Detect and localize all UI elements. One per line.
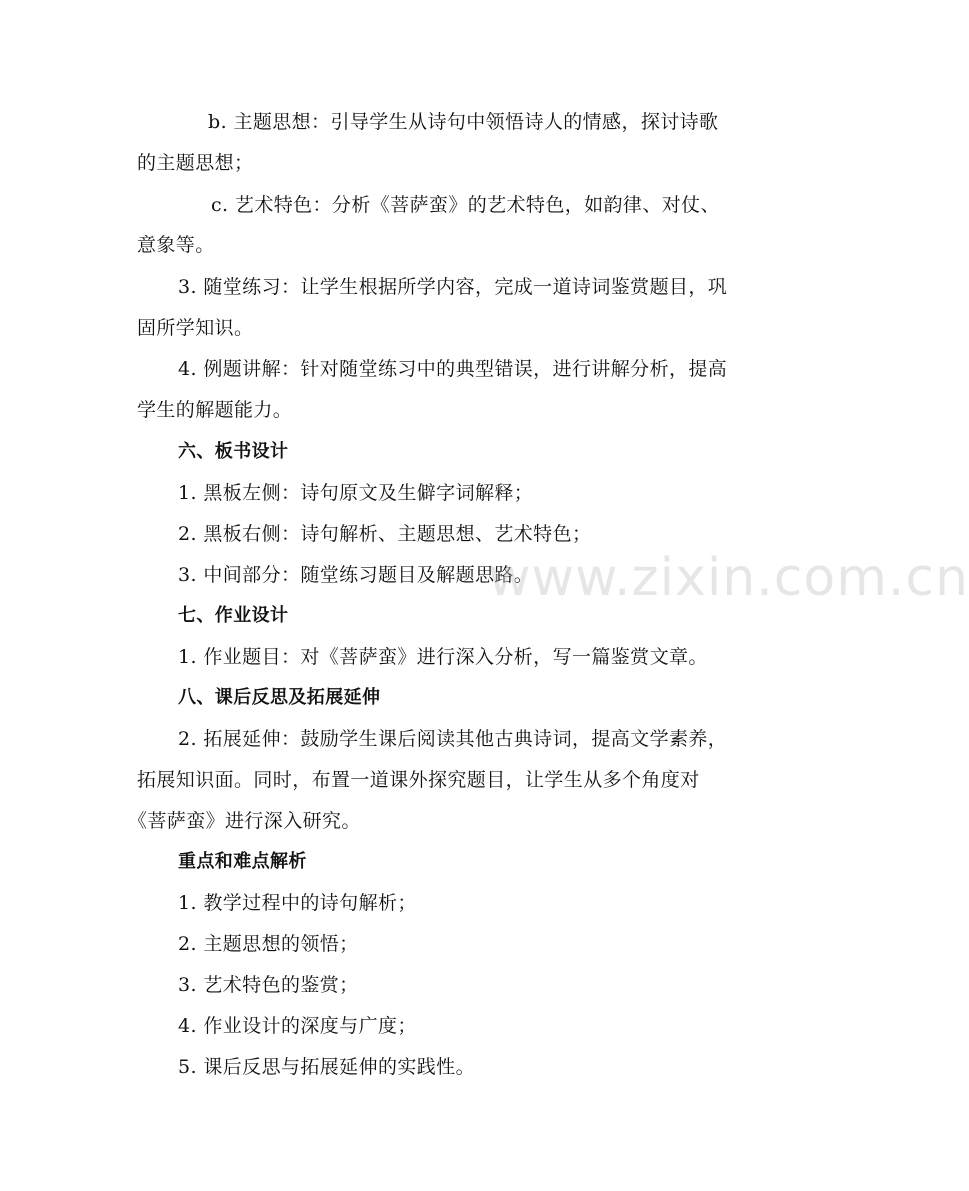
text-line: 1. 教学过程中的诗句解析； [178, 892, 417, 914]
section-heading: 重点和难点解析 [178, 851, 307, 872]
text-line: 的主题思想； [137, 152, 254, 174]
text-line: 3. 艺术特色的鉴赏； [178, 974, 359, 996]
text-line: 2. 黑板右侧：诗句解析、主题思想、艺术特色； [178, 523, 592, 545]
text-line: 3. 随堂练习：让学生根据所学内容，完成一道诗词鉴赏题目，巩 [178, 276, 728, 298]
section-heading: 七、作业设计 [178, 605, 289, 626]
text-line: 1. 黑板左侧：诗句原文及生僻字词解释； [178, 482, 534, 504]
text-line: 3. 中间部分：随堂练习题目及解题思路。 [178, 564, 534, 586]
text-line: 4. 例题讲解：针对随堂练习中的典型错误，进行讲解分析，提高 [178, 358, 728, 380]
section-heading: 六、板书设计 [178, 441, 289, 462]
watermark: www.zixin.com.cn [488, 548, 969, 608]
text-line: c. 艺术特色：分析《菩萨蛮》的艺术特色，如韵律、对仗、 [211, 194, 720, 216]
text-line: 4. 作业设计的深度与广度； [178, 1015, 417, 1037]
text-line: 学生的解题能力。 [137, 399, 293, 421]
text-line: b. 主题思想：引导学生从诗句中领悟诗人的情感，探讨诗歌 [208, 111, 719, 133]
text-line: 拓展知识面。同时，布置一道课外探究题目，让学生从多个角度对 [137, 769, 700, 791]
text-line: 2. 主题思想的领悟； [178, 933, 359, 955]
section-heading: 八、课后反思及拓展延伸 [178, 687, 381, 708]
text-line: 《菩萨蛮》进行深入研究。 [128, 810, 361, 832]
text-line: 5. 课后反思与拓展延伸的实践性。 [178, 1056, 475, 1078]
text-line: 2. 拓展延伸：鼓励学生课后阅读其他古典诗词，提高文学素养， [178, 728, 728, 750]
text-line: 固所学知识。 [137, 317, 254, 339]
text-line: 意象等。 [137, 234, 215, 256]
text-line: 1. 作业题目：对《菩萨蛮》进行深入分析，写一篇鉴赏文章。 [178, 646, 708, 668]
